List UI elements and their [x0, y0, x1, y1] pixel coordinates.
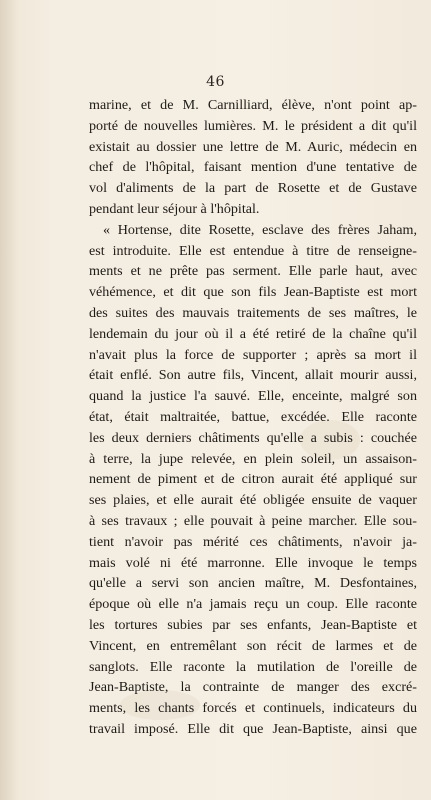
text-line: « Hortense, dite Rosette, esclave des frères Jaham, [103, 221, 417, 238]
page-number: 46 [206, 74, 225, 90]
text-line: n'avait plus la force de supporter ; après sa mort il [89, 346, 417, 363]
text-line: Jean-Baptiste, la contrainte de manger des excré- [89, 679, 417, 696]
text-line: porté de nouvelles lumières. M. le président a dit qu'il [89, 117, 417, 134]
text-line: Vincent, en entremêlant son récit de larmes et de [89, 637, 417, 654]
text-line: est introduite. Elle est entendue à titre de renseigne- [89, 242, 417, 259]
text-line: travail imposé. Elle dit que Jean-Baptiste, ainsi que [89, 720, 417, 737]
text-line: qu'elle a servi son ancien maître, M. Desfontaines, [89, 575, 417, 592]
text-line: véhémence, et dit que son fils Jean-Baptiste est mort [89, 284, 417, 301]
text-line: marine, et de M. Carnilliard, élève, n'ont point ap- [89, 97, 417, 113]
text-line: les tortures subies par ses enfants, Jean-Baptiste et [89, 616, 417, 633]
text-line: était enflé. Son autre fils, Vincent, allait mourir aussi, [89, 367, 417, 384]
body-text [89, 95, 417, 740]
text-line: ments, les chants forcés et continuels, indicateurs du [89, 700, 417, 717]
text-line: ses plaies, et elle aurait été obligée ensuite de vaquer [89, 492, 417, 509]
page-gutter-shadow [0, 0, 18, 800]
text-line: vol d'aliments de la part de Rosette et de Gustave [89, 180, 417, 197]
text-line: état, était maltraitée, battue, excédée. Elle raconte [89, 408, 417, 425]
text-line: chef de l'hôpital, faisant mention d'une tentative de [89, 159, 417, 176]
text-line: pendant leur séjour à l'hôpital. [89, 200, 260, 217]
text-line: sanglots. Elle raconte la mutilation de l'oreille de [89, 658, 417, 675]
text-line: mais volé ni été marronne. Elle invoque le temps [89, 554, 417, 571]
text-line: à terre, la jupe relevée, en plein soleil, un assaison- [89, 450, 417, 467]
text-line: nement de piment et de citron aurait été appliqué sur [89, 471, 417, 488]
text-line: à ses travaux ; elle pouvait à peine marcher. Elle sou- [89, 512, 417, 529]
text-line: tient n'avoir pas mérité ces châtiments, n'avoir ja- [89, 533, 417, 550]
text-line: quand la justice l'a sauvé. Elle, enceinte, malgré son [89, 388, 417, 405]
text-line: époque où elle n'a jamais reçu un coup. Elle raconte [89, 596, 417, 613]
text-line: les deux derniers châtiments qu'elle a subis : couchée [89, 429, 417, 446]
text-line: des suites des mauvais traitements de ses maîtres, le [89, 304, 417, 321]
text-line: ments et ne prête pas serment. Elle parle haut, avec [89, 263, 417, 280]
text-line: lendemain du jour où il a été retiré de la chaîne qu'il [89, 325, 417, 342]
text-line: existait au dossier une lettre de M. Auric, médecin en [89, 138, 417, 155]
